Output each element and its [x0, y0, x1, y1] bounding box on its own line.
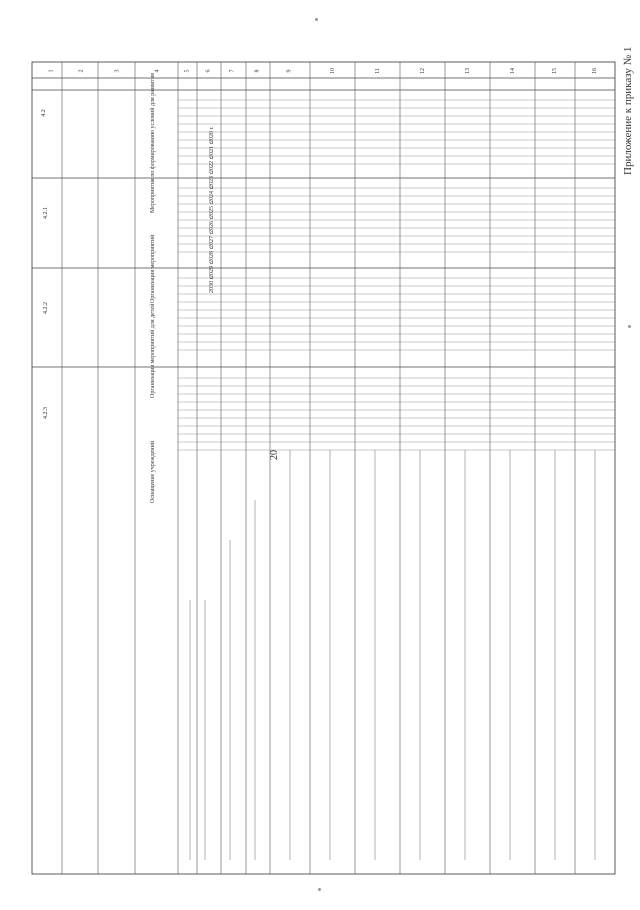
col-10: 10 — [330, 68, 336, 74]
col-13: 13 — [465, 68, 471, 74]
year-2026: 2026 г. — [209, 216, 215, 233]
year-2030: 2030 г. — [209, 276, 215, 293]
col-8: 8 — [254, 69, 261, 73]
row-code-4-2: 4.2 — [40, 109, 47, 117]
year-2029: 2029 г. — [209, 261, 215, 278]
year-2020: 2020 г. — [209, 126, 215, 143]
col-3: 3 — [114, 69, 121, 73]
row-label-4-2: Мероприятия по формированию условий для развития — [150, 73, 156, 213]
page-number: 20 — [269, 450, 280, 460]
scan-dot — [315, 18, 318, 21]
col-16: 16 — [592, 68, 598, 74]
year-2023: 2023 г. — [209, 171, 215, 188]
year-2028: 2028 г. — [209, 246, 215, 263]
col-14: 14 — [510, 68, 516, 74]
row-code-4-2-3: 4.2.3 — [43, 407, 49, 419]
col-5: 5 — [184, 69, 191, 73]
col-15: 15 — [552, 68, 558, 74]
row-code-4-2-1: 4.2.1 — [43, 207, 49, 219]
row-label-4-2-1: Организация мероприятий — [150, 234, 156, 303]
scan-dot — [628, 325, 631, 328]
year-2022: 2022 г. — [209, 156, 215, 173]
col-4: 4 — [154, 69, 161, 73]
col-9: 9 — [286, 69, 293, 73]
year-2021: 2021 г. — [209, 141, 215, 158]
row-label-4-2-3: Оснащение учреждений — [150, 441, 156, 503]
scan-dot — [318, 888, 321, 891]
row-code-4-2-2: 4.2.2 — [43, 302, 49, 314]
col-1: 1 — [48, 69, 55, 73]
col-12: 12 — [420, 68, 426, 74]
col-2: 2 — [78, 69, 85, 73]
col-11: 11 — [374, 68, 381, 74]
year-2025: 2025 г. — [209, 201, 215, 218]
year-2024: 2024 г. — [209, 186, 215, 203]
col-6: 6 — [205, 69, 212, 73]
row-label-4-2-2: Организация мероприятий для детей — [150, 303, 156, 398]
year-2027: 2027 г. — [209, 231, 215, 248]
col-7: 7 — [229, 69, 236, 73]
appendix-title: Приложение к приказу № 1 — [622, 46, 634, 175]
